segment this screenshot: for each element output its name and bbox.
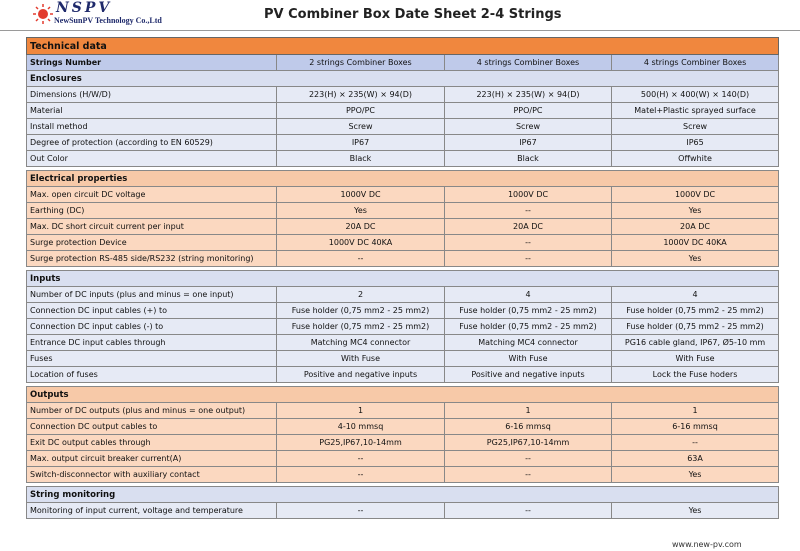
spec-table <box>26 37 779 519</box>
column-2-header: 4 strings Combiner Boxes <box>445 55 612 71</box>
cell-value: Yes <box>612 251 779 267</box>
cell-value: Screw <box>612 119 779 135</box>
cell-value: 1000V DC <box>445 187 612 203</box>
row-label: Earthing (DC) <box>27 203 277 219</box>
cell-value: -- <box>445 503 612 519</box>
table-row <box>27 287 779 303</box>
cell-value: 223(H) × 235(W) × 94(D) <box>445 87 612 103</box>
cell-value: Yes <box>612 467 779 483</box>
datasheet <box>26 37 778 519</box>
table-row <box>27 119 779 135</box>
cell-value: PG25,IP67,10-14mm <box>277 435 445 451</box>
cell-value: Black <box>445 151 612 167</box>
cell-value: 500(H) × 400(W) × 140(D) <box>612 87 779 103</box>
cell-value: Fuse holder (0,75 mm2 - 25 mm2) <box>277 303 445 319</box>
table-row <box>27 219 779 235</box>
row-label: Connection DC input cables (-) to <box>27 319 277 335</box>
section-title: Electrical properties <box>27 171 779 187</box>
section-title: Inputs <box>27 271 779 287</box>
strings-number-label: Strings Number <box>27 55 277 71</box>
sun-logo-icon <box>32 2 54 26</box>
website-footer: www.new-pv.com <box>672 540 742 549</box>
cell-value: Matel+Plastic sprayed surface <box>612 103 779 119</box>
cell-value: -- <box>445 251 612 267</box>
cell-value: -- <box>445 235 612 251</box>
cell-value: Positive and negative inputs <box>445 367 612 383</box>
row-label: Max. output circuit breaker current(A) <box>27 451 277 467</box>
section-title: Enclosures <box>27 71 779 87</box>
cell-value: 1000V DC <box>612 187 779 203</box>
cell-value: 2 <box>277 287 445 303</box>
cell-value: Positive and negative inputs <box>277 367 445 383</box>
row-label: Out Color <box>27 151 277 167</box>
table-row <box>27 135 779 151</box>
cell-value: Fuse holder (0,75 mm2 - 25 mm2) <box>445 319 612 335</box>
table-row <box>27 319 779 335</box>
row-label: Entrance DC input cables through <box>27 335 277 351</box>
cell-value: 4-10 mmsq <box>277 419 445 435</box>
cell-value: 1 <box>277 403 445 419</box>
cell-value: Matching MC4 connector <box>445 335 612 351</box>
row-label: Max. open circuit DC voltage <box>27 187 277 203</box>
cell-value: -- <box>445 203 612 219</box>
row-label: Exit DC output cables through <box>27 435 277 451</box>
column-3-header: 4 strings Combiner Boxes <box>612 55 779 71</box>
row-label: Location of fuses <box>27 367 277 383</box>
cell-value: 4 <box>612 287 779 303</box>
cell-value: Offwhite <box>612 151 779 167</box>
logo-company: NewSunPV Technology Co.,Ltd <box>54 16 162 25</box>
section-header-monitoring <box>27 487 779 503</box>
cell-value: 6-16 mmsq <box>612 419 779 435</box>
cell-value: Screw <box>277 119 445 135</box>
cell-value: With Fuse <box>445 351 612 367</box>
table-row <box>27 467 779 483</box>
table-row <box>27 367 779 383</box>
cell-value: 20A DC <box>612 219 779 235</box>
column-header-row <box>27 55 779 71</box>
table-row <box>27 303 779 319</box>
table-row <box>27 187 779 203</box>
technical-data-header <box>27 38 779 55</box>
header-divider <box>0 30 800 31</box>
company-logo <box>32 2 182 26</box>
row-label: Surge protection Device <box>27 235 277 251</box>
technical-data-label: Technical data <box>27 38 779 55</box>
table-row <box>27 435 779 451</box>
cell-value: -- <box>445 451 612 467</box>
row-label: Switch-disconnector with auxiliary contact <box>27 467 277 483</box>
table-row <box>27 419 779 435</box>
cell-value: 20A DC <box>277 219 445 235</box>
cell-value: -- <box>277 503 445 519</box>
cell-value: 1000V DC <box>277 187 445 203</box>
logo-brand: NSPV <box>56 0 113 16</box>
row-label: Install method <box>27 119 277 135</box>
cell-value: 63A <box>612 451 779 467</box>
cell-value: PG25,IP67,10-14mm <box>445 435 612 451</box>
table-row <box>27 151 779 167</box>
cell-value: -- <box>612 435 779 451</box>
cell-value: Yes <box>277 203 445 219</box>
cell-value: Fuse holder (0,75 mm2 - 25 mm2) <box>445 303 612 319</box>
cell-value: Yes <box>612 203 779 219</box>
cell-value: 20A DC <box>445 219 612 235</box>
row-label: Material <box>27 103 277 119</box>
cell-value: -- <box>277 451 445 467</box>
cell-value: Fuse holder (0,75 mm2 - 25 mm2) <box>277 319 445 335</box>
row-label: Max. DC short circuit current per input <box>27 219 277 235</box>
row-label: Surge protection RS-485 side/RS232 (string monitoring) <box>27 251 277 267</box>
section-title: String monitoring <box>27 487 779 503</box>
cell-value: 223(H) × 235(W) × 94(D) <box>277 87 445 103</box>
column-1-header: 2 strings Combiner Boxes <box>277 55 445 71</box>
cell-value: With Fuse <box>612 351 779 367</box>
row-label: Fuses <box>27 351 277 367</box>
cell-value: -- <box>445 467 612 483</box>
cell-value: -- <box>277 467 445 483</box>
table-row <box>27 335 779 351</box>
table-row <box>27 503 779 519</box>
row-label: Connection DC output cables to <box>27 419 277 435</box>
cell-value: Fuse holder (0,75 mm2 - 25 mm2) <box>612 303 779 319</box>
cell-value: 1 <box>612 403 779 419</box>
cell-value: Screw <box>445 119 612 135</box>
table-row <box>27 87 779 103</box>
table-row <box>27 251 779 267</box>
cell-value: Fuse holder (0,75 mm2 - 25 mm2) <box>612 319 779 335</box>
cell-value: IP67 <box>277 135 445 151</box>
row-label: Number of DC outputs (plus and minus = one output) <box>27 403 277 419</box>
section-title: Outputs <box>27 387 779 403</box>
cell-value: IP65 <box>612 135 779 151</box>
table-row <box>27 351 779 367</box>
cell-value: 1000V DC 40KA <box>612 235 779 251</box>
row-label: Number of DC inputs (plus and minus = one input) <box>27 287 277 303</box>
row-label: Dimensions (H/W/D) <box>27 87 277 103</box>
table-row <box>27 403 779 419</box>
table-row <box>27 451 779 467</box>
table-row <box>27 235 779 251</box>
table-row <box>27 103 779 119</box>
row-label: Degree of protection (according to EN 60529) <box>27 135 277 151</box>
cell-value: PG16 cable gland, IP67, Ø5-10 mm <box>612 335 779 351</box>
page-title: PV Combiner Box Date Sheet 2-4 Strings <box>264 7 562 22</box>
cell-value: 1 <box>445 403 612 419</box>
cell-value: 6-16 mmsq <box>445 419 612 435</box>
cell-value: 1000V DC 40KA <box>277 235 445 251</box>
section-header-outputs <box>27 387 779 403</box>
cell-value: 4 <box>445 287 612 303</box>
cell-value: Matching MC4 connector <box>277 335 445 351</box>
cell-value: Lock the Fuse hoders <box>612 367 779 383</box>
table-row <box>27 203 779 219</box>
cell-value: PPO/PC <box>445 103 612 119</box>
cell-value: PPO/PC <box>277 103 445 119</box>
cell-value: -- <box>277 251 445 267</box>
cell-value: With Fuse <box>277 351 445 367</box>
section-header-inputs <box>27 271 779 287</box>
cell-value: Yes <box>612 503 779 519</box>
row-label: Connection DC input cables (+) to <box>27 303 277 319</box>
row-label: Monitoring of input current, voltage and temperature <box>27 503 277 519</box>
cell-value: Black <box>277 151 445 167</box>
section-header-electrical <box>27 171 779 187</box>
section-header-enclosures <box>27 71 779 87</box>
cell-value: IP67 <box>445 135 612 151</box>
